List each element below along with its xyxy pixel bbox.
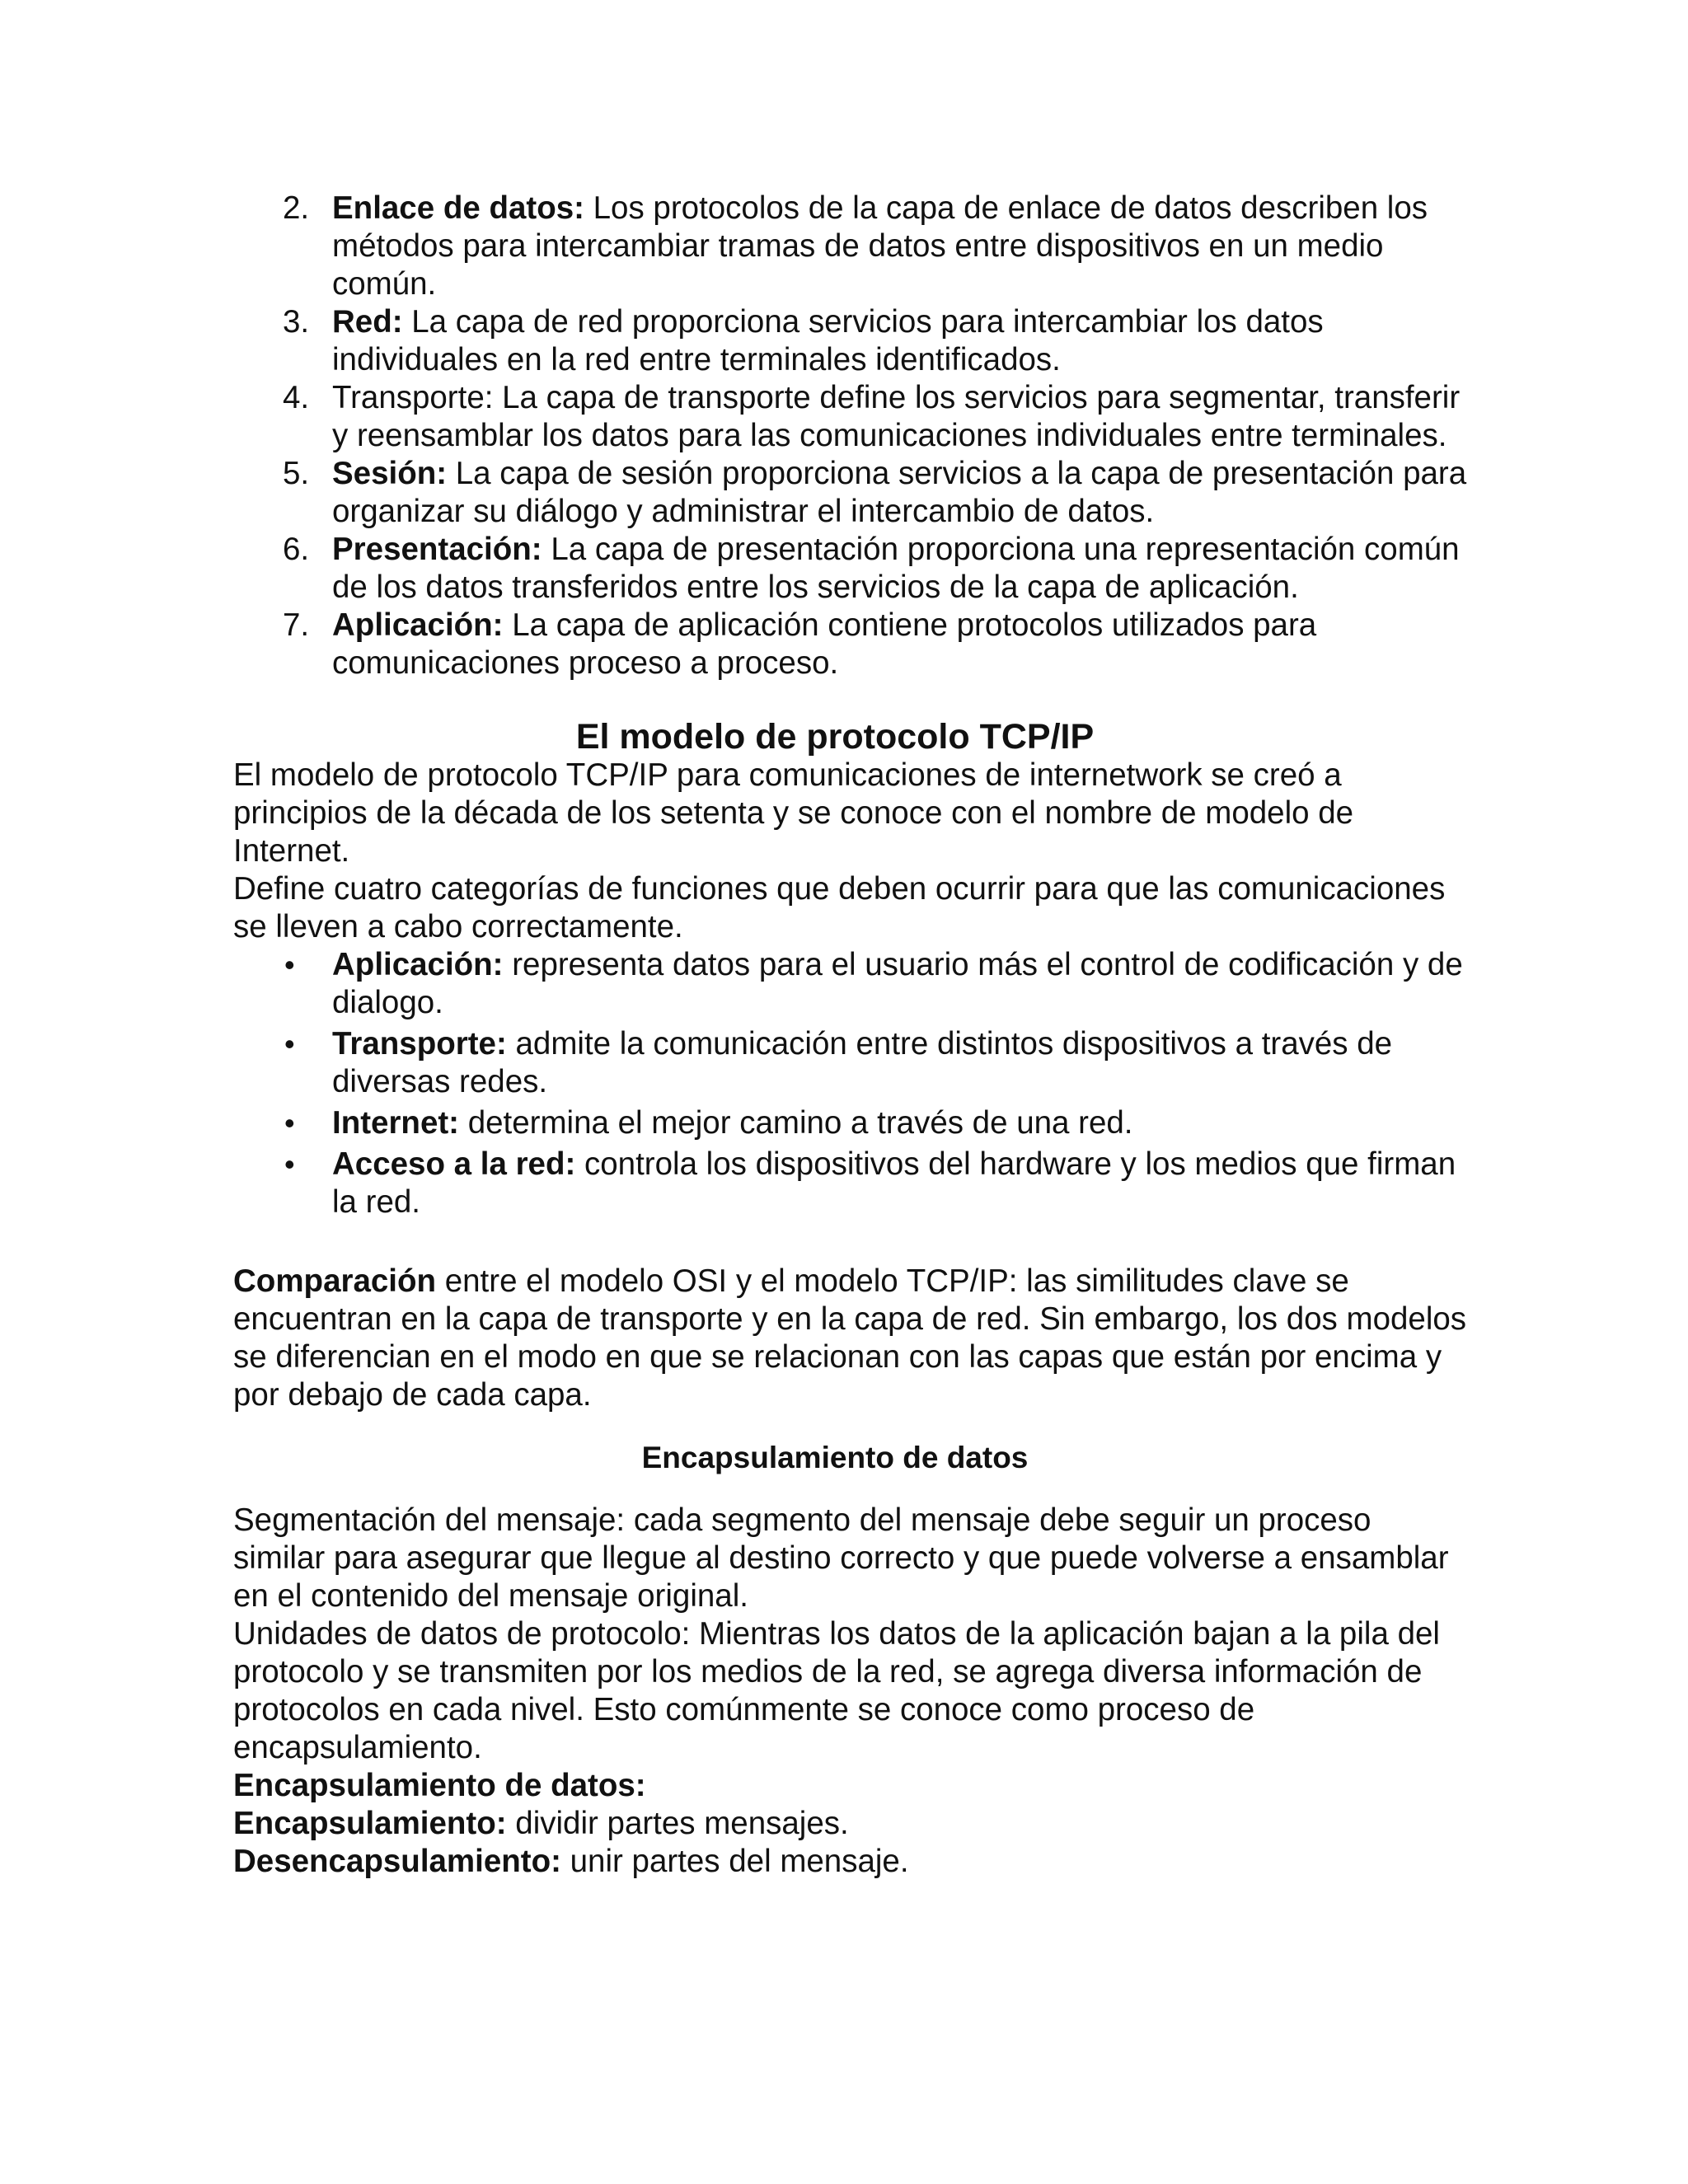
tcpip-category-list [233, 946, 1470, 1221]
segmentation-paragraph: Segmentación del mensaje: cada segmento del mensaje debe seguir un proceso similar para asegurar que llegue al destino correcto y que puede volverse a ensamblar en el contenido del mensaje original. [233, 1502, 1449, 1614]
term-label: Encapsulamiento: [233, 1806, 507, 1841]
term-label: Acceso a la red: [332, 1146, 576, 1182]
term-description: entre el modelo OSI y el modelo TCP/IP: las similitudes clave se encuentran en la capa de transporte y en la capa de red. Sin embargo, los dos modelos se diferencian en el modo en que se relacionan con las capas que están por encima y por debajo de cada capa. [233, 1263, 1467, 1413]
term-description: unir partes del mensaje. [560, 1844, 909, 1879]
term-description: Los protocolos de la capa de enlace de datos describen los métodos para intercambiar tramas de datos entre dispositivos en un medio común. [332, 190, 1428, 302]
term-label: Enlace de datos: [332, 190, 584, 226]
encapsulation-definition [233, 1805, 1470, 1843]
list-item [233, 1146, 1470, 1221]
spacer [233, 1414, 1470, 1439]
list-number: 2. [283, 190, 310, 226]
bullet-icon: • [284, 1027, 295, 1061]
list-number: 7. [283, 607, 310, 643]
decapsulation-definition [233, 1843, 1470, 1881]
list-item [233, 190, 1470, 303]
pdu-paragraph: Unidades de datos de protocolo: Mientras los datos de la aplicación bajan a la pila del protocolo y se transmiten por los medios de la red, se agrega diversa información de protocolos en cada nivel. Esto comúnmente se conoce como proceso de encapsulamiento. [233, 1616, 1440, 1765]
comparison-paragraph [233, 1263, 1470, 1414]
list-item [233, 379, 1470, 455]
bullet-icon: • [284, 1147, 295, 1181]
document-page [233, 190, 1470, 1881]
term-description: representa datos para el usuario más el control de codificación y de dialogo. [332, 947, 1463, 1020]
bullet-icon: • [284, 1106, 295, 1140]
term-label: Aplicación: [332, 607, 504, 643]
tcpip-categories-intro: Define cuatro categorías de funciones que deben ocurrir para que las comunicaciones se lleven a cabo correctamente. [233, 871, 1446, 944]
term-description: La capa de aplicación contiene protocolos utilizados para comunicaciones proceso a proceso. [332, 607, 1317, 681]
list-item [233, 946, 1470, 1022]
term-label: Aplicación: [332, 947, 504, 982]
encapsulation-heading: Encapsulamiento de datos: [233, 1768, 646, 1803]
list-item [233, 455, 1470, 531]
list-item [233, 531, 1470, 607]
term-label: Desencapsulamiento: [233, 1844, 561, 1879]
list-item [233, 303, 1470, 379]
list-number: 5. [283, 456, 310, 491]
section-title-encapsulation: Encapsulamiento de datos [641, 1441, 1029, 1474]
term-description: controla los dispositivos del hardware y los medios que firman la red. [332, 1146, 1456, 1220]
term-description: determina el mejor camino a través de una red. [459, 1105, 1133, 1141]
term-label: Transporte: [332, 1026, 507, 1062]
bullet-icon: • [284, 948, 295, 982]
term-label: Presentación: [332, 532, 542, 567]
osi-layer-list [233, 190, 1470, 682]
list-number: 6. [283, 532, 310, 567]
term-label: Sesión: [332, 456, 448, 491]
tcpip-intro-paragraph: El modelo de protocolo TCP/IP para comunicaciones de internetwork se creó a principios de la década de los setenta y se conoce con el nombre de modelo de Internet. [233, 757, 1354, 869]
term-label: Comparación [233, 1263, 437, 1299]
list-item [233, 607, 1470, 682]
list-item [233, 1025, 1470, 1101]
list-item [233, 1104, 1470, 1142]
term-description: dividir partes mensajes. [506, 1806, 849, 1841]
spacer [233, 1225, 1470, 1263]
term-description: admite la comunicación entre distintos dispositivos a través de diversas redes. [332, 1026, 1393, 1099]
term-description: La capa de presentación proporciona una representación común de los datos transferidos entre los servicios de la capa de aplicación. [332, 532, 1460, 605]
term-label: Internet: [332, 1105, 459, 1141]
term-description: Transporte: La capa de transporte define los servicios para segmentar, transferir y reensamblar los datos para las comunicaciones individuales entre terminales. [332, 380, 1461, 453]
list-number: 4. [283, 380, 310, 415]
term-label: Red: [332, 304, 403, 340]
spacer [233, 1477, 1470, 1502]
term-description: La capa de red proporciona servicios para intercambiar los datos individuales en la red entre terminales identificados. [332, 304, 1324, 377]
list-number: 3. [283, 304, 310, 340]
term-description: La capa de sesión proporciona servicios a la capa de presentación para organizar su diálogo y administrar el intercambio de datos. [332, 456, 1467, 529]
section-title-tcpip: El modelo de protocolo TCP/IP [575, 717, 1095, 757]
